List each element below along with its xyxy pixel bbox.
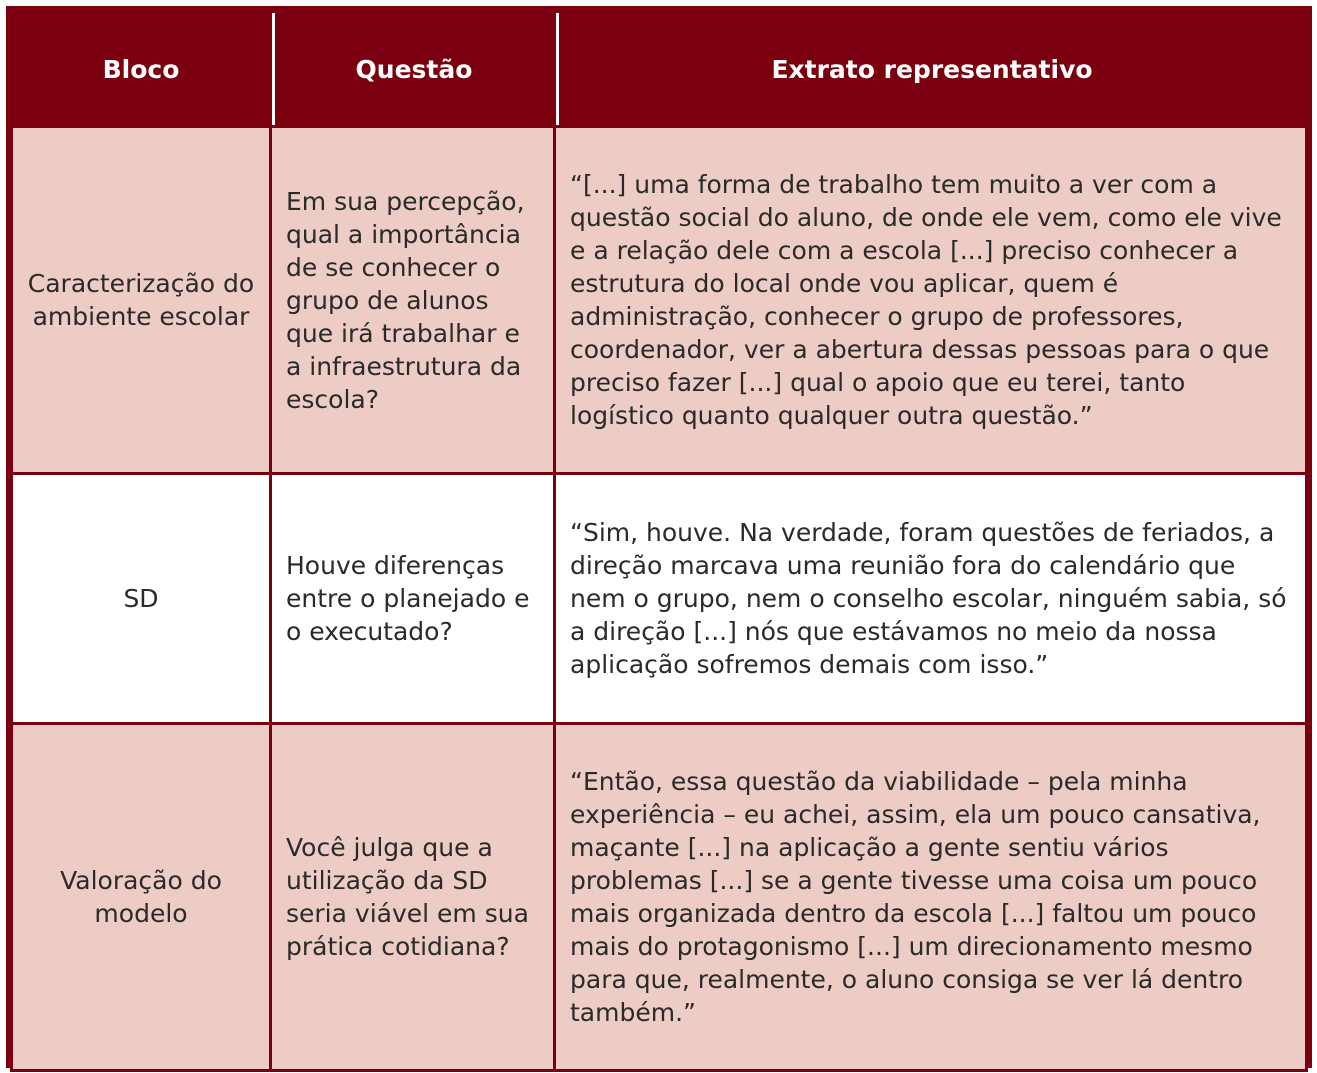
- header-questao: Questão: [272, 13, 553, 125]
- header-row: [13, 13, 1305, 125]
- table-row: [13, 128, 1305, 472]
- table-row: [13, 725, 1305, 1069]
- data-table: [10, 10, 1308, 1072]
- table-row: [13, 475, 1305, 722]
- cell-bloco: Valoração do modelo: [13, 725, 269, 1069]
- cell-questao: Em sua percepção, qual a importância de se conhecer o grupo de alunos que irá trabalhar e a infraestrutura da escola?: [272, 128, 553, 472]
- cell-extrato: “Sim, houve. Na verdade, foram questões de feriados, a direção marcava uma reunião fora do calendário que nem o grupo, nem o conselho escolar, ninguém sabia, só a direção [...] nós que estávamos no meio da nossa aplicação sofremos demais com isso.”: [556, 475, 1305, 722]
- table-frame: [6, 6, 1312, 1068]
- cell-questao: Você julga que a utilização da SD seria viável em sua prática cotidiana?: [272, 725, 553, 1069]
- cell-bloco: SD: [13, 475, 269, 722]
- header-extrato: Extrato representativo: [556, 13, 1305, 125]
- cell-bloco: Caracterização do ambiente escolar: [13, 128, 269, 472]
- cell-questao: Houve diferenças entre o planejado e o executado?: [272, 475, 553, 722]
- cell-extrato: “[...] uma forma de trabalho tem muito a ver com a questão social do aluno, de onde ele vem, como ele vive e a relação dele com a escola [...] preciso conhecer a estrutura do local onde vou aplicar, quem é administração, conhecer o grupo de professores, coordenador, ver a abertura dessas pessoas para o que preciso fazer [...] qual o apoio que eu terei, tanto logístico quanto qualquer outra questão.”: [556, 128, 1305, 472]
- cell-extrato: “Então, essa questão da viabilidade – pela minha experiência – eu achei, assim, ela um pouco cansativa, maçante [...] na aplicação a gente sentiu vários problemas [...] se a gente tivesse uma coisa um pouco mais organizada dentro da escola [...] faltou um pouco mais do protagonismo [...] um direcionamento mesmo para que, realmente, o aluno consiga se ver lá dentro também.”: [556, 725, 1305, 1069]
- header-bloco: Bloco: [13, 13, 269, 125]
